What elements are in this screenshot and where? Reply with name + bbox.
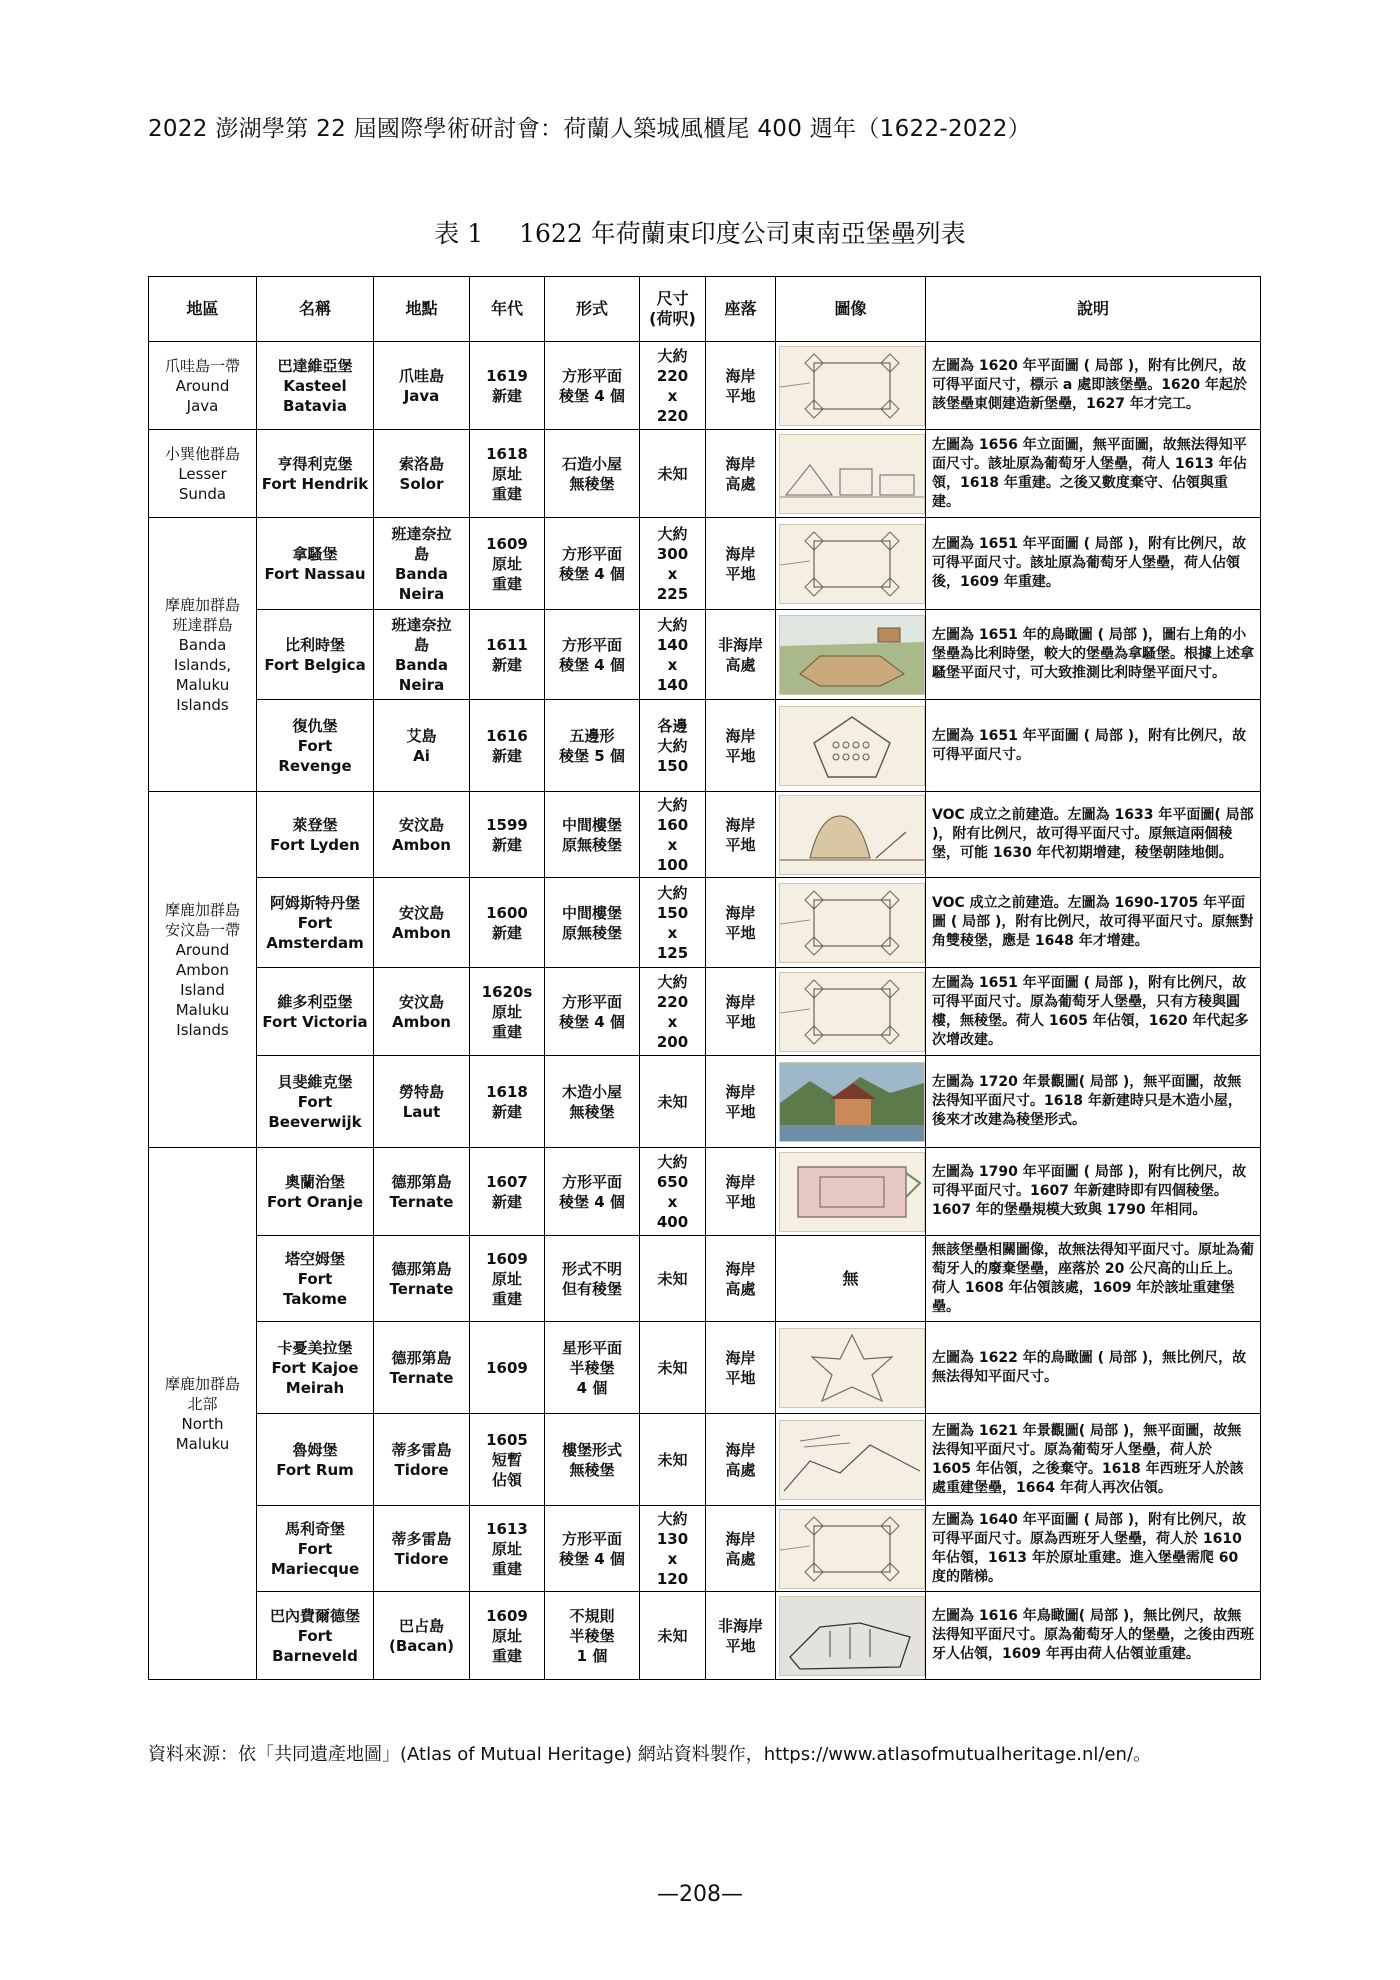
table-row [149,1322,1261,1414]
year-cell: 1609 原址 重建 [470,1592,545,1680]
table-row [149,1056,1261,1148]
fort-name-cell: 貝斐維克堡 Fort Beeverwijk [257,1056,374,1148]
year-cell: 1618 新建 [470,1056,545,1148]
description-cell: 左圖為 1620 年平面圖 ( 局部 )，附有比例尺，故可得平面尺寸，標示 a 處即該堡壘。1620 年起於該堡壘東側建造新堡壘，1627 年才完工。 [926,342,1261,430]
no-image-cell [776,1236,926,1322]
location-cell: 安汶島 Ambon [374,792,470,878]
form-cell: 不規則 半稜堡 1 個 [545,1592,640,1680]
column-header: 座落 [706,277,776,342]
page-header: 2022 澎湖學第 22 屆國際學術研討會：荷蘭人築城風櫃尾 400 週年（1622-2022） [148,116,1032,142]
region-cell: 小巽他群島 Lesser Sunda [149,430,257,518]
column-header: 名稱 [257,277,374,342]
description-cell: VOC 成立之前建造。左圖為 1690-1705 年平面圖 ( 局部 )，附有比例尺，故可得平面尺寸。原無對角雙稜堡，應是 1648 年才增建。 [926,878,1261,968]
form-cell: 木造小屋 無稜堡 [545,1056,640,1148]
image-cell [776,1148,926,1236]
location-cell: 德那第島 Ternate [374,1236,470,1322]
description-cell: 無該堡壘相關圖像，故無法得知平面尺寸。原址為葡萄牙人的廢棄堡壘，座落於 20 公尺高的山丘上。荷人 1608 年佔領該處，1609 年於該址重建堡壘。 [926,1236,1261,1322]
location-cell: 蒂多雷島 Tidore [374,1414,470,1506]
column-header: 形式 [545,277,640,342]
size-cell: 未知 [640,1322,706,1414]
image-cell [776,1414,926,1506]
fort-name-cell: 拿騷堡 Fort Nassau [257,518,374,610]
form-cell: 中間樓堡 原無稜堡 [545,792,640,878]
table-number: 表 1 [434,219,484,248]
column-header: 說明 [926,277,1261,342]
form-cell: 樓堡形式 無稜堡 [545,1414,640,1506]
page-number: —208— [657,1882,743,1907]
table-row [149,968,1261,1056]
fort-drawing-thumbnail [779,795,925,875]
fort-name-cell: 奧蘭治堡 Fort Oranje [257,1148,374,1236]
fort-plan-thumbnail [779,972,925,1052]
location-cell: 安汶島 Ambon [374,968,470,1056]
description-cell: 左圖為 1616 年鳥瞰圖( 局部 )，無比例尺，故無法得知平面尺寸。原為葡萄牙人的堡壘，之後由西班牙人佔領，1609 年再由荷人佔領並重建。 [926,1592,1261,1680]
column-header: 地區 [149,277,257,342]
year-cell: 1599 新建 [470,792,545,878]
size-cell: 大約 160 x 100 [640,792,706,878]
landscape-painting-thumbnail [779,1062,925,1142]
fort-elevation-thumbnail [779,434,925,514]
form-cell: 星形平面 半稜堡 4 個 [545,1322,640,1414]
description-cell: 左圖為 1790 年平面圖 ( 局部 )，附有比例尺，故可得平面尺寸。1607 年新建時即有四個稜堡。1607 年的堡壘規模大致與 1790 年相同。 [926,1148,1261,1236]
size-cell: 大約 300 x 225 [640,518,706,610]
year-cell: 1620s 原址 重建 [470,968,545,1056]
fort-table [148,276,1261,1680]
description-cell: 左圖為 1656 年立面圖，無平面圖，故無法得知平面尺寸。該址原為葡萄牙人堡壘，荷人 1613 年佔領，1618 年重建。之後又數度棄守、佔領與重建。 [926,430,1261,518]
description-cell: 左圖為 1651 年平面圖 ( 局部 )，附有比例尺，故可得平面尺寸。原為葡萄牙人堡壘，只有方稜與圓樓，無稜堡。荷人 1605 年佔領，1620 年代起多次增改建。 [926,968,1261,1056]
form-cell: 方形平面 稜堡 4 個 [545,518,640,610]
year-cell: 1616 新建 [470,700,545,792]
table-row [149,700,1261,792]
table-row [149,342,1261,430]
image-cell [776,430,926,518]
year-cell: 1605 短暫 佔領 [470,1414,545,1506]
image-cell [776,1322,926,1414]
description-cell: 左圖為 1621 年景觀圖( 局部 )，無平面圖，故無法得知平面尺寸。原為葡萄牙人堡壘，荷人於 1605 年佔領，之後棄守。1618 年西班牙人於該處重建堡壘，1664 年荷人再次佔領。 [926,1414,1261,1506]
description-cell: 左圖為 1720 年景觀圖( 局部 )，無平面圖，故無法得知平面尺寸。1618 年新建時只是木造小屋，後來才改建為稜堡形式。 [926,1056,1261,1148]
size-cell: 大約 220 x 200 [640,968,706,1056]
location-cell: 班達奈拉 島 Banda Neira [374,518,470,610]
table-row [149,1236,1261,1322]
description-cell: 左圖為 1640 年平面圖 ( 局部 )，附有比例尺，故可得平面尺寸。原為西班牙人堡壘，荷人於 1610 年佔領，1613 年於原址重建。進入堡壘需爬 60 度的階梯。 [926,1506,1261,1592]
description-cell: 左圖為 1651 年平面圖 ( 局部 )，附有比例尺，故可得平面尺寸。 [926,700,1261,792]
fort-plan-thumbnail [779,1509,925,1589]
sketch-thumbnail [779,1420,925,1500]
setting-cell: 海岸 平地 [706,342,776,430]
size-cell: 大約 220 x 220 [640,342,706,430]
location-cell: 爪哇島 Java [374,342,470,430]
table-row [149,518,1261,610]
location-cell: 德那第島 Ternate [374,1148,470,1236]
description-cell: 左圖為 1651 年的鳥瞰圖 ( 局部 )，圖右上角的小堡壘為比利時堡，較大的堡壘為拿騷堡。根據上述拿騷堡平面尺寸，可大致推測比利時堡平面尺寸。 [926,610,1261,700]
location-cell: 索洛島 Solor [374,430,470,518]
size-cell: 未知 [640,430,706,518]
source-note: 資料來源：依「共同遺產地圖」(Atlas of Mutual Heritage) 網站資料製作，https://www.atlasofmutualheritage.nl/en/。 [148,1744,1152,1765]
size-cell: 大約 140 x 140 [640,610,706,700]
fort-name-cell: 復仇堡 Fort Revenge [257,700,374,792]
form-cell: 方形平面 稜堡 4 個 [545,1148,640,1236]
fort-name-cell: 巴內費爾德堡 Fort Barneveld [257,1592,374,1680]
size-cell: 大約 650 x 400 [640,1148,706,1236]
fort-name-cell: 巴達維亞堡 Kasteel Batavia [257,342,374,430]
fort-name-cell: 萊登堡 Fort Lyden [257,792,374,878]
image-cell [776,792,926,878]
fort-name-cell: 亨得利克堡 Fort Hendrik [257,430,374,518]
table-body [149,342,1261,1680]
form-cell: 五邊形 稜堡 5 個 [545,700,640,792]
pentagon-fort-thumbnail [779,706,925,786]
year-cell: 1609 原址 重建 [470,518,545,610]
size-cell: 未知 [640,1414,706,1506]
setting-cell: 海岸 高處 [706,1414,776,1506]
description-cell: VOC 成立之前建造。左圖為 1633 年平面圖( 局部 )，附有比例尺，故可得平面尺寸。原無這兩個稜堡，可能 1630 年代初期增建，稜堡朝陸地側。 [926,792,1261,878]
size-cell: 未知 [640,1236,706,1322]
no-image-label: 無 [842,1268,859,1288]
size-cell: 大約 150 x 125 [640,878,706,968]
region-cell: 摩鹿加群島 安汶島一帶 Around Ambon Island Maluku Islands [149,792,257,1148]
table-row [149,1148,1261,1236]
form-cell: 石造小屋 無稜堡 [545,430,640,518]
column-header: 年代 [470,277,545,342]
fort-name-cell: 塔空姆堡 Fort Takome [257,1236,374,1322]
column-header: 尺寸 (荷呎) [640,277,706,342]
location-cell: 班達奈拉 島 Banda Neira [374,610,470,700]
star-fort-thumbnail [779,1328,925,1408]
form-cell: 方形平面 稜堡 4 個 [545,610,640,700]
fort-plan-thumbnail [779,346,925,426]
size-cell: 未知 [640,1592,706,1680]
fort-name-cell: 阿姆斯特丹堡 Fort Amsterdam [257,878,374,968]
fort-colored-plan-thumbnail [779,1152,925,1232]
image-cell [776,1056,926,1148]
fort-plan-thumbnail [779,883,925,963]
setting-cell: 海岸 平地 [706,700,776,792]
description-cell: 左圖為 1622 年的鳥瞰圖 ( 局部 )，無比例尺，故無法得知平面尺寸。 [926,1322,1261,1414]
table-row [149,878,1261,968]
image-cell [776,610,926,700]
image-cell [776,518,926,610]
year-cell: 1600 新建 [470,878,545,968]
image-cell [776,1592,926,1680]
column-header: 圖像 [776,277,926,342]
fort-name-cell: 魯姆堡 Fort Rum [257,1414,374,1506]
table-header-row [149,277,1261,342]
setting-cell: 非海岸 平地 [706,1592,776,1680]
setting-cell: 海岸 平地 [706,518,776,610]
description-cell: 左圖為 1651 年平面圖 ( 局部 )，附有比例尺，故可得平面尺寸。該址原為葡萄牙人堡壘，荷人佔領後，1609 年重建。 [926,518,1261,610]
setting-cell: 海岸 高處 [706,430,776,518]
setting-cell: 海岸 平地 [706,968,776,1056]
fort-name-cell: 馬利奇堡 Fort Mariecque [257,1506,374,1592]
fort-birdseye-thumbnail [779,615,925,695]
column-header: 地點 [374,277,470,342]
year-cell: 1613 原址 重建 [470,1506,545,1592]
form-cell: 方形平面 稜堡 4 個 [545,1506,640,1592]
setting-cell: 海岸 平地 [706,878,776,968]
fort-name-cell: 卡憂美拉堡 Fort Kajoe Meirah [257,1322,374,1414]
year-cell: 1607 新建 [470,1148,545,1236]
table-row [149,1592,1261,1680]
setting-cell: 海岸 平地 [706,1148,776,1236]
setting-cell: 海岸 高處 [706,1236,776,1322]
image-cell [776,878,926,968]
size-cell: 大約 130 x 120 [640,1506,706,1592]
region-cell: 摩鹿加群島 北部 North Maluku [149,1148,257,1680]
region-cell: 摩鹿加群島 班達群島 Banda Islands, Maluku Islands [149,518,257,792]
form-cell: 方形平面 稜堡 4 個 [545,342,640,430]
image-cell [776,342,926,430]
table-row [149,430,1261,518]
setting-cell: 海岸 高處 [706,1506,776,1592]
location-cell: 勞特島 Laut [374,1056,470,1148]
table-row [149,610,1261,700]
location-cell: 艾島 Ai [374,700,470,792]
form-cell: 形式不明 但有稜堡 [545,1236,640,1322]
table-row [149,1414,1261,1506]
year-cell: 1619 新建 [470,342,545,430]
setting-cell: 海岸 平地 [706,1056,776,1148]
fort-name-cell: 比利時堡 Fort Belgica [257,610,374,700]
form-cell: 方形平面 稜堡 4 個 [545,968,640,1056]
location-cell: 安汶島 Ambon [374,878,470,968]
location-cell: 蒂多雷島 Tidore [374,1506,470,1592]
setting-cell: 海岸 平地 [706,1322,776,1414]
location-cell: 德那第島 Ternate [374,1322,470,1414]
location-cell: 巴占島 (Bacan) [374,1592,470,1680]
image-cell [776,968,926,1056]
table-caption [0,214,1400,250]
size-cell: 各邊 大約 150 [640,700,706,792]
year-cell: 1618 原址 重建 [470,430,545,518]
engraving-thumbnail [779,1596,925,1676]
year-cell: 1611 新建 [470,610,545,700]
setting-cell: 非海岸 高處 [706,610,776,700]
form-cell: 中間樓堡 原無稜堡 [545,878,640,968]
table-title: 1622 年荷蘭東印度公司東南亞堡壘列表 [519,219,966,248]
fort-plan-thumbnail [779,524,925,604]
table-row [149,792,1261,878]
year-cell: 1609 原址 重建 [470,1236,545,1322]
image-cell [776,1506,926,1592]
region-cell: 爪哇島一帶 Around Java [149,342,257,430]
size-cell: 未知 [640,1056,706,1148]
year-cell: 1609 [470,1322,545,1414]
image-cell [776,700,926,792]
fort-name-cell: 維多利亞堡 Fort Victoria [257,968,374,1056]
table-row [149,1506,1261,1592]
setting-cell: 海岸 平地 [706,792,776,878]
